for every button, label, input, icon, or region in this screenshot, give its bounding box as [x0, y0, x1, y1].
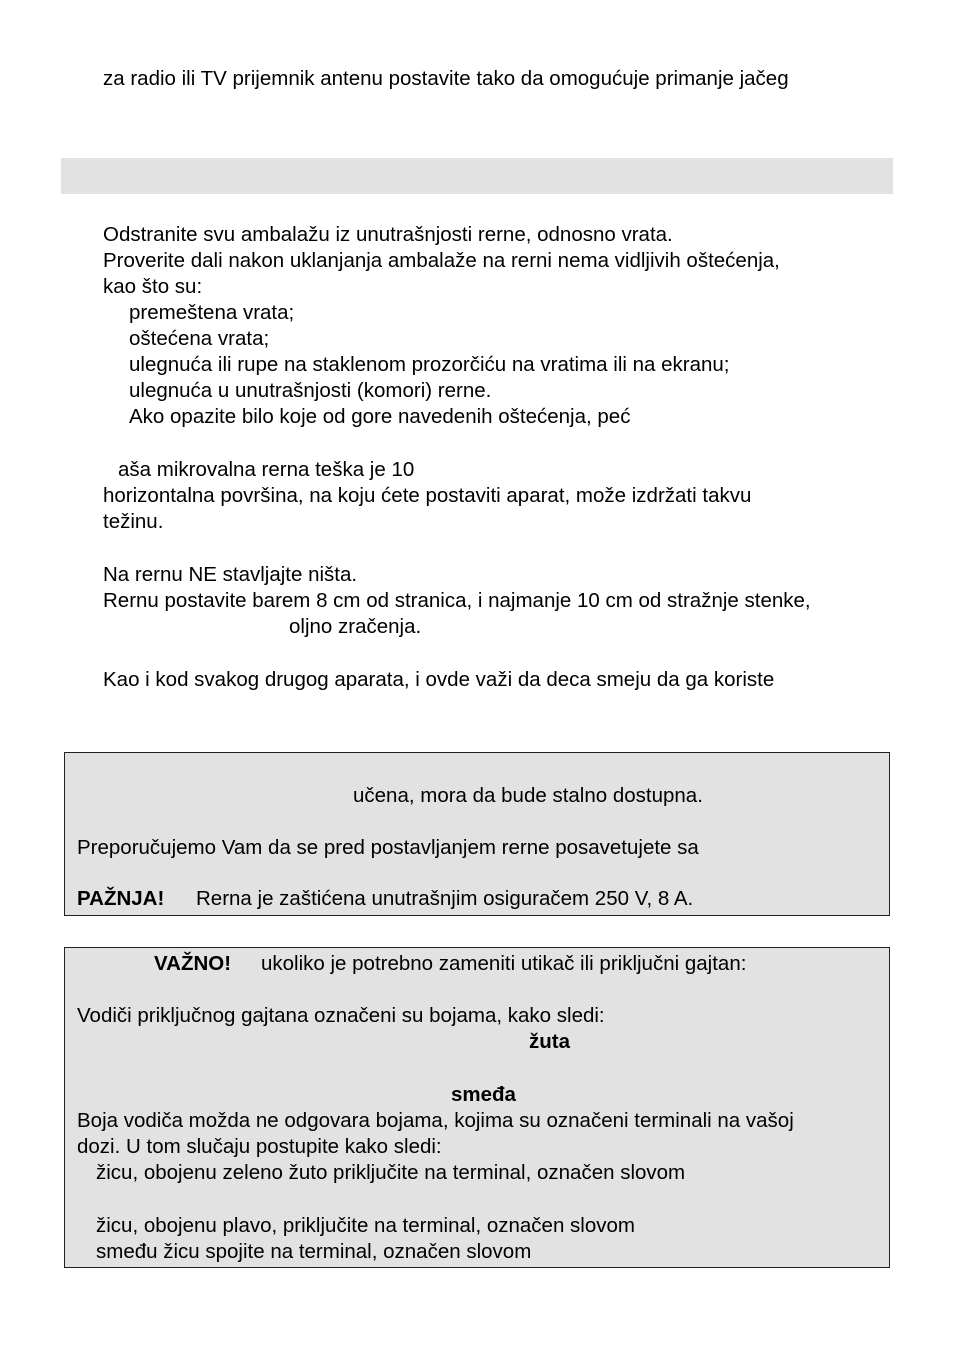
list-item: oštećena vrata; [129, 327, 270, 350]
weight-note-continued: horizontalna površina, na koju ćete postaviti aparat, može izdržati takvu [103, 484, 752, 507]
intro-line: za radio ili TV prijemnik antenu postavite tako da omogućuje primanje jačeg [103, 67, 789, 90]
wire-color-brown: smeđa [451, 1083, 516, 1106]
weight-note-end: težinu. [103, 510, 164, 533]
warning-label: PAŽNJA! [77, 887, 165, 910]
placement-note: Na rernu NE stavljajte ništa. [103, 563, 358, 586]
important-label: VAŽNO! [154, 952, 232, 975]
fuse-note: Rerna je zaštićena unutrašnjim osiguračem 250 V, 8 A. [196, 887, 694, 910]
clearance-note: Rernu postavite barem 8 cm od stranica, i najmanje 10 cm od stražnje stenke, [103, 589, 811, 612]
wiring-step: smeđu žicu spojite na terminal, označen slovom [96, 1240, 532, 1263]
list-item: ulegnuća u unutrašnjosti (komori) rerne. [129, 379, 492, 402]
wiring-step: žicu, obojenu zeleno žuto priključite na terminal, označen slovom [96, 1161, 686, 1184]
consult-note: Preporučujemo Vam da se pred postavljanjem rerne posavetujete sa [77, 836, 699, 859]
list-item: ulegnuća ili rupe na staklenom prozorčiću na vratima ili na ekranu; [129, 353, 730, 376]
damage-check-continued: kao što su: [103, 275, 203, 298]
wiring-step: žicu, obojenu plavo, priključite na terminal, označen slovom [96, 1214, 635, 1237]
socket-access-note: učena, mora da bude stalno dostupna. [353, 784, 703, 807]
list-item: premeštena vrata; [129, 301, 295, 324]
color-mismatch-note: Boja vodiča možda ne odgovara bojama, kojima su označeni terminali na vašoj [77, 1109, 794, 1132]
clearance-note-end: oljno zračenja. [289, 615, 422, 638]
damage-check-instruction: Proverite dali nakon uklanjanja ambalaže na rerni nema vidljivih oštećenja, [103, 249, 780, 272]
unpack-instruction: Odstranite svu ambalažu iz unutrašnjosti rerne, odnosno vrata. [103, 223, 673, 246]
important-text: ukoliko je potrebno zameniti utikač ili priključni gajtan: [261, 952, 747, 975]
wire-colors-intro: Vodiči priključnog gajtana označeni su bojama, kako sledi: [77, 1004, 605, 1027]
wire-color-yellow: žuta [529, 1030, 570, 1053]
children-note: Kao i kod svakog drugog aparata, i ovde važi da deca smeju da ga koriste [103, 668, 775, 691]
list-item: Ako opazite bilo koje od gore navedenih oštećenja, peć [129, 405, 631, 428]
color-mismatch-note-end: dozi. U tom slučaju postupite kako sledi: [77, 1135, 442, 1158]
weight-note: aša mikrovalna rerna teška je 10 [118, 458, 415, 481]
section-heading-band [61, 158, 893, 194]
